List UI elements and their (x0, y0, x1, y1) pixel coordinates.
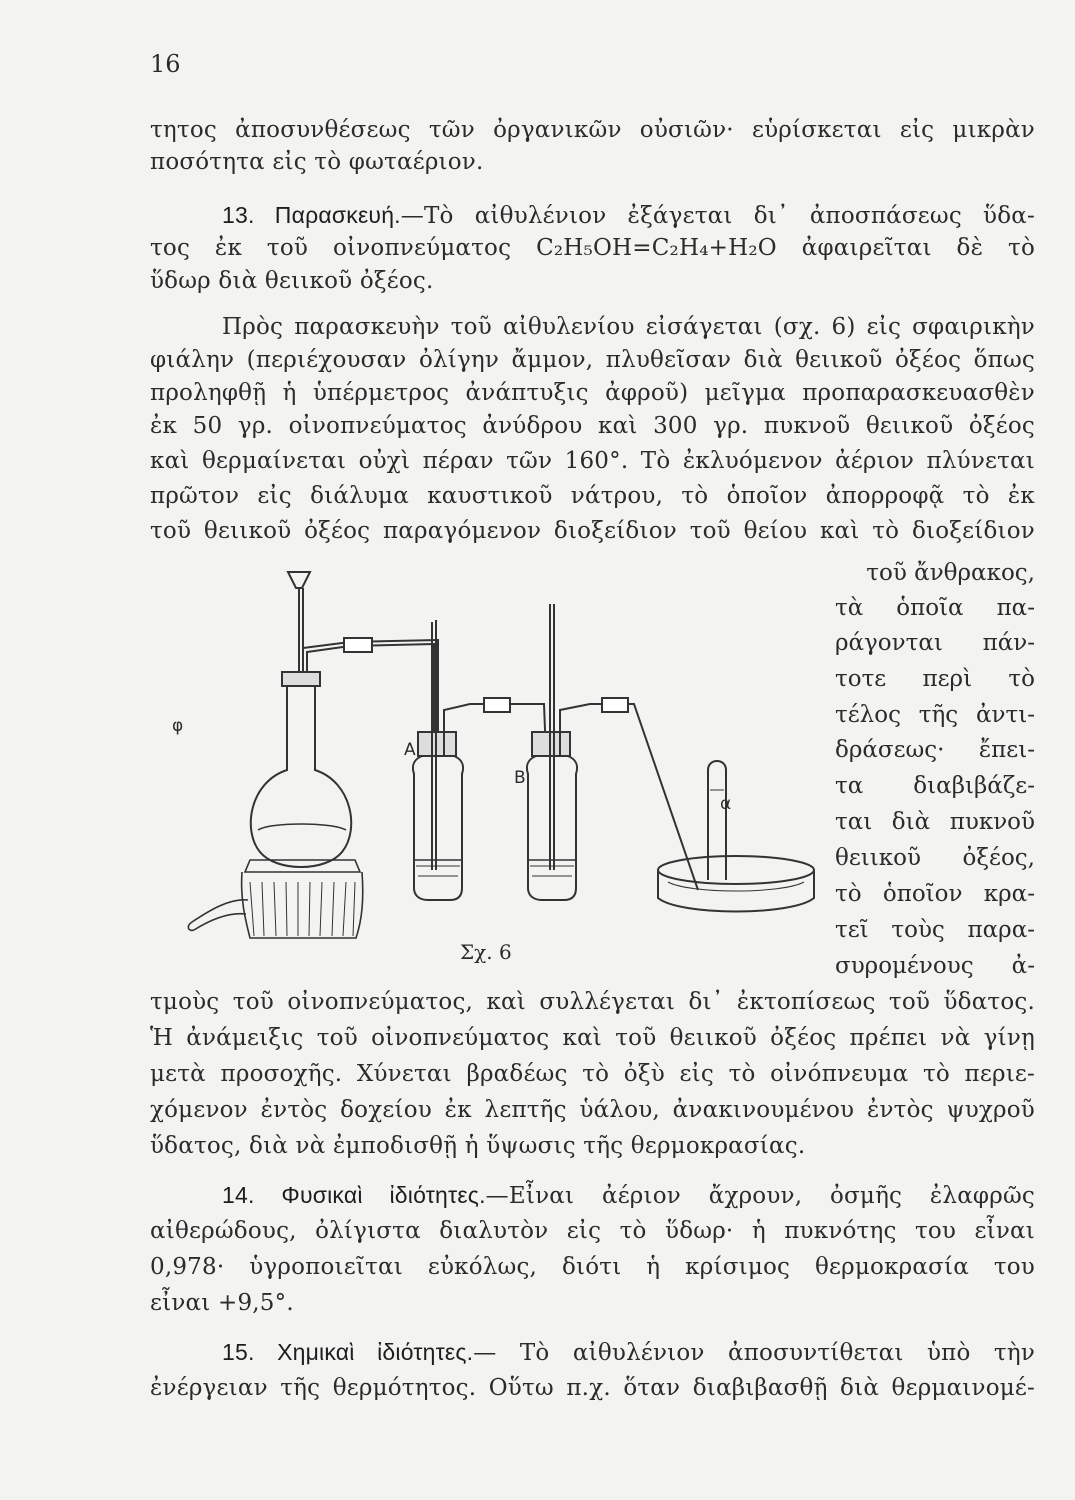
paragraph-line: Ἡ ἀνάμειξις τοῦ οἰνοπνεύματος καὶ τοῦ θειικοῦ ὀξέος πρέπει νὰ γίνῃ (150, 1025, 1035, 1051)
paragraph-line: ἐκ 50 γρ. οἰνοπνεύματος ἀνύδρου καὶ 300 γρ. πυκνοῦ θειικοῦ ὀξέος (150, 413, 1035, 439)
rubber-joint (344, 638, 372, 652)
intro-line-1: τητος ἀποσυνθέσεως τῶν ὀργανικῶν οὐσιῶν· εὑρίσκεται εἰς μικρὰν (150, 117, 1035, 143)
page-number: 16 (150, 50, 181, 78)
paragraph-line: τοῦ θειικοῦ ὀξέος παραγόμενον διοξείδιον τοῦ θείου καὶ τὸ διοξείδιον (150, 518, 1035, 544)
side-text-line: ράγονται πάν- (835, 630, 1035, 656)
side-text-line: τὰ ὁποῖα πα- (835, 595, 1035, 621)
section-15-heading: 15. Χημικαὶ ἰδιότητες. (222, 1339, 474, 1365)
section-14-line-1: 14. Φυσικαὶ ἰδιότητες.—Εἶναι ἀέριον ἄχρουν, ὀσμῆς ἐλαφρῶς (222, 1182, 1035, 1209)
paragraph-line: προληφθῇ ἡ ὑπέρμετρος ἀνάπτυξις ἀφροῦ) μεῖγμα προπαρασκευασθὲν (150, 380, 1035, 406)
paragraph-line: Πρὸς παρασκευὴν τοῦ αἰθυλενίου εἰσάγεται (σχ. 6) εἰς σφαιρικὴν (222, 314, 1035, 340)
side-text-line: τοτε περὶ τὸ (835, 666, 1035, 692)
paragraph-line: φιάλην (περιέχουσαν ὀλίγην ἄμμον, πλυθεῖσαν διὰ θειικοῦ ὀξέος ὅπως (150, 347, 1035, 373)
section-13-line-3: ὕδωρ διὰ θειικοῦ ὀξέος. (150, 268, 434, 294)
section-13-line-2: τος ἐκ τοῦ οἰνοπνεύματος C₂H₅OH=C₂H₄+H₂O ἀφαιρεῖται δὲ τὸ (150, 235, 1035, 261)
paragraph-line: τμοὺς τοῦ οἰνοπνεύματος, καὶ συλλέγεται δι᾽ ἐκτοπίσεως τοῦ ὕδατος. (150, 989, 1035, 1015)
collecting-trough (658, 761, 814, 912)
side-text-line: τα διαβιβάζε- (835, 773, 1035, 799)
section-14-line-2: αἰθερώδους, ὀλίγιστα διαλυτὸν εἰς τὸ ὕδωρ· ἡ πυκνότης του εἶναι (150, 1218, 1035, 1244)
paragraph-line: πρῶτον εἰς διάλυμα καυστικοῦ νάτρου, τὸ ὁποῖον ἀπορροφᾷ τὸ ἐκ (150, 483, 1035, 509)
figure-caption: Σχ. 6 (460, 940, 512, 964)
side-text-line: τοῦ ἄνθρακος, (866, 560, 1035, 586)
side-text-line: συρομένους ἀ- (835, 953, 1035, 979)
apparatus-figure (150, 560, 830, 1000)
section-14-line-3: 0,978· ὑγροποιεῖται εὐκόλως, διότι ἡ κρίσιμος θερμοκρασία του (150, 1254, 1035, 1280)
reaction-formula: C₂H₅OH=C₂H₄+H₂O (536, 235, 777, 261)
section-15-line-1: 15. Χημικαὶ ἰδιότητες.— Τὸ αἰθυλένιον ἀποσυντίθεται ὑπὸ τὴν (222, 1339, 1035, 1366)
section-14-line-4: εἶναι +9,5°. (150, 1290, 294, 1316)
side-text-line: τέλος τῆς ἀντι- (835, 702, 1035, 728)
section-15-line-2: ἐνέργειαν τῆς θερμότητος. Οὕτω π.χ. ὅταν διαβιβασθῇ διὰ θερμαινομέ- (150, 1375, 1035, 1401)
intro-line-2: ποσότητα εἰς τὸ φωταέριον. (150, 149, 484, 175)
rubber-joint (602, 698, 628, 712)
bottle-a-label: A (404, 740, 416, 760)
side-text-line: τὸ ὁποῖον κρα- (835, 881, 1035, 907)
side-text-line: τεῖ τοὺς παρα- (835, 917, 1035, 943)
side-text-line: δράσεως· ἔπει- (835, 737, 1035, 763)
burner (188, 860, 362, 938)
side-text-line: ται διὰ πυκνοῦ (835, 809, 1035, 835)
wash-bottle-b (527, 604, 698, 900)
side-text-line: θειικοῦ ὀξέος, (835, 845, 1035, 871)
paragraph-line: ὕδατος, διὰ νὰ ἐμποδισθῇ ἡ ὕψωσις τῆς θερμοκρασίας. (150, 1133, 806, 1159)
section-13-heading: 13. Παρασκευή. (222, 202, 401, 228)
paragraph-line: καὶ θερμαίνεται οὐχὶ πέραν τῶν 160°. Τὸ ἐκλυόμενον ἀέριον πλύνεται (150, 448, 1035, 474)
bottle-b-label: B (514, 768, 526, 788)
paragraph-line: μετὰ προσοχῆς. Χύνεται βραδέως τὸ ὀξὺ εἰς τὸ οἰνόπνευμα τὸ περιε- (150, 1061, 1035, 1087)
flask-label: φ (172, 716, 184, 736)
tube-label: α (720, 794, 732, 814)
section-13-line-1: 13. Παρασκευή.—Τὸ αἰθυλένιον ἐξάγεται δι᾽ ἀποσπάσεως ὕδα- (222, 202, 1035, 229)
paragraph-line: χόμενον ἐντὸς δοχείου ἐκ λεπτῆς ὑάλου, ἀνακινουμένου ἐντὸς ψυχροῦ (150, 1097, 1035, 1123)
section-14-heading: 14. Φυσικαὶ ἰδιότητες. (222, 1182, 486, 1208)
wash-bottle-a (413, 620, 546, 900)
thistle-funnel (288, 572, 310, 588)
rubber-joint (484, 698, 510, 712)
round-flask (251, 672, 351, 867)
